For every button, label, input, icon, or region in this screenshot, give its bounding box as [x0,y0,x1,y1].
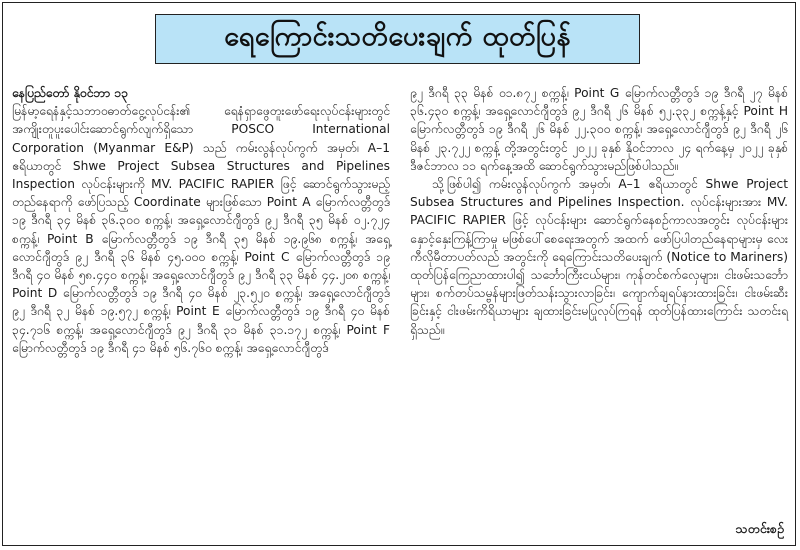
right-body-paragraph-2: သို့ဖြစ်ပါ၍ ကမ်းလွန်လုပ်ကွက် အမှတ်၊ A–1 ဧရိယာတွင် Shwe Project Subsea Structures and Pipelines Inspection. လုပ်ငန်းများအား MV. PACIFIC RAPIER ဖြင့် လုပ်ငန်းများ ဆောင်ရွက်နေစဉ်ကာလအတွင်း လုပ်ငန်းများ နှောင့်နှေးကြန့်ကြာမှု မဖြစ်ပေါ်စေရေးအတွက် အထက် ဖော်ပြပါတည်နေရာများမှ လေးကီလိုမီတာပတ်လည် အတွင်းကို ရေကြောင်းသတိပေးချက် (Notice to Mariners) ထုတ်ပြန်ကြေညာထားပါ၍ သင်္ဘောကြီးငယ်များ၊ ကုန်တင်စက်လှေများ၊ ငါးဖမ်းသင်္ဘောများ၊ စက်တပ်သမ္ဗန်များဖြတ်သန်းသွားလာခြင်း၊ ကျောက်ချရပ်နားထားခြင်း၊ ငါးဖမ်းဆီးခြင်းနှင့် ငါးဖမ်းကိရိယာများ ချထားခြင်းမပြုလုပ်ကြရန် ထုတ်ပြန်ထားကြောင်း သတင်းရရှိသည်။ [410,177,788,337]
dateline: နေပြည်တော် နိုဝင်ဘာ ၁၃ [12,86,129,100]
right-body-paragraph-1: ၉၂ ဒီဂရီ ၃၃ မိနစ် ၀၁.၈၇၂ စက္ကန့်၊ Point G မြောက်လတ္တီတွဒ် ၁၉ ဒီဂရီ ၂၇ မိနစ် ၃၆.၄၃၀ စက္ကန့်၊ အရှေ့လောင်ဂျီတွဒ် ၉၂ ဒီဂရီ ၂၆ မိနစ် ၅၂.၃၃၂ စက္ကန့်နှင့် Point H မြောက်လတ္တီတွဒ် ၁၉ ဒီဂရီ ၂၆ မိနစ် ၂၂.၃၀၀ စက္ကန့်၊ အရှေ့လောင်ဂျီတွဒ် ၉၂ ဒီဂရီ ၂၆ မိနစ် ၂၃.၇၂၂ စက္ကန့် တို့အတွင်းတွင် ၂၀၂၂ ခုနှစ် နိုဝင်ဘာလ ၂၄ ရက်နေ့မှ ၂၀၂၂ ခုနှစ် ဒီဇင်ဘာလ ၁၁ ရက်နေ့အထိ ဆောင်ရွက်သွားမည်ဖြစ်ပါသည်။ [410,86,788,173]
signature: သတင်းစဉ် [735,521,784,536]
right-column [410,84,788,339]
headline-banner [155,14,640,64]
left-body-text: မြန်မာ့ရေနံနှင့်သဘာဝဓာတ်ငွေ့လုပ်ငန်း၏ ရေနံရှာဖွေတူးဖော်ရေးလုပ်ငန်းများတွင် အကျိုးတူပူးပေါင်းဆောင်ရွက်လျက်ရှိသော POSCO International Corporation (Myanmar E&P) သည် ကမ်းလွန်လုပ်ကွက် အမှတ်၊ A–1 ဧရိယာတွင် Shwe Project Subsea Structures and Pipelines Inspection လုပ်ငန်းများကို MV. PACIFIC RAPIER ဖြင့် ဆောင်ရွက်သွားမည့်တည်နေရာကို ဖော်ပြသည့် Coordinate များဖြစ်သော Point A မြောက်လတ္တီတွဒ် ၁၉ ဒီဂရီ ၃၄ မိနစ် ၃၆.၃၀၀ စက္ကန့်၊ အရှေ့လောင်ဂျီတွဒ် ၉၂ ဒီဂရီ ၃၅ မိနစ် ၀၂.၇၂၄ စက္ကန့်၊ Point B မြောက်လတ္တီတွဒ် ၁၉ ဒီဂရီ ၃၅ မိနစ် ၁၉.၉၆၈ စက္ကန့်၊ အရှေ့လောင်ဂျီတွဒ် ၉၂ ဒီဂရီ ၃၆ မိနစ် ၄၅.၀၀၀ စက္ကန့်၊ Point C မြောက်လတ္တီတွဒ် ၁၉ ဒီဂရီ ၄၀ မိနစ် ၅၈.၄၄၀ စက္ကန့်၊ အရှေ့လောင်ဂျီတွဒ် ၉၂ ဒီဂရီ ၃၃ မိနစ် ၄၄.၂၀၈ စက္ကန့်၊ Point D မြောက်လတ္တီတွဒ် ၁၉ ဒီဂရီ ၄၀ မိနစ် ၂၃.၅၂၀ စက္ကန့်၊ အရှေ့လောင်ဂျီတွဒ် ၉၂ ဒီဂရီ ၃၂ မိနစ် ၁၉.၅၇၂ စက္ကန့်၊ Point E မြောက်လတ္တီတွဒ် ၁၉ ဒီဂရီ ၄၀ မိနစ် ၃၄.၇၁၆ စက္ကန့်၊ အရှေ့လောင်ဂျီတွဒ် ၉၂ ဒီဂရီ ၃၁ မိနစ် ၃၁.၁၇၂ စက္ကန့်၊ Point F မြောက်လတ္တီတွဒ် ၁၉ ဒီဂရီ ၄၁ မိနစ် ၅၆.၇၆၀ စက္ကန့်၊ အရှေ့လောင်ဂျီတွဒ် [12,104,390,355]
left-column [12,84,390,357]
headline-title: ရေကြောင်းသတိပေးချက် ထုတ်ပြန် [224,21,571,52]
